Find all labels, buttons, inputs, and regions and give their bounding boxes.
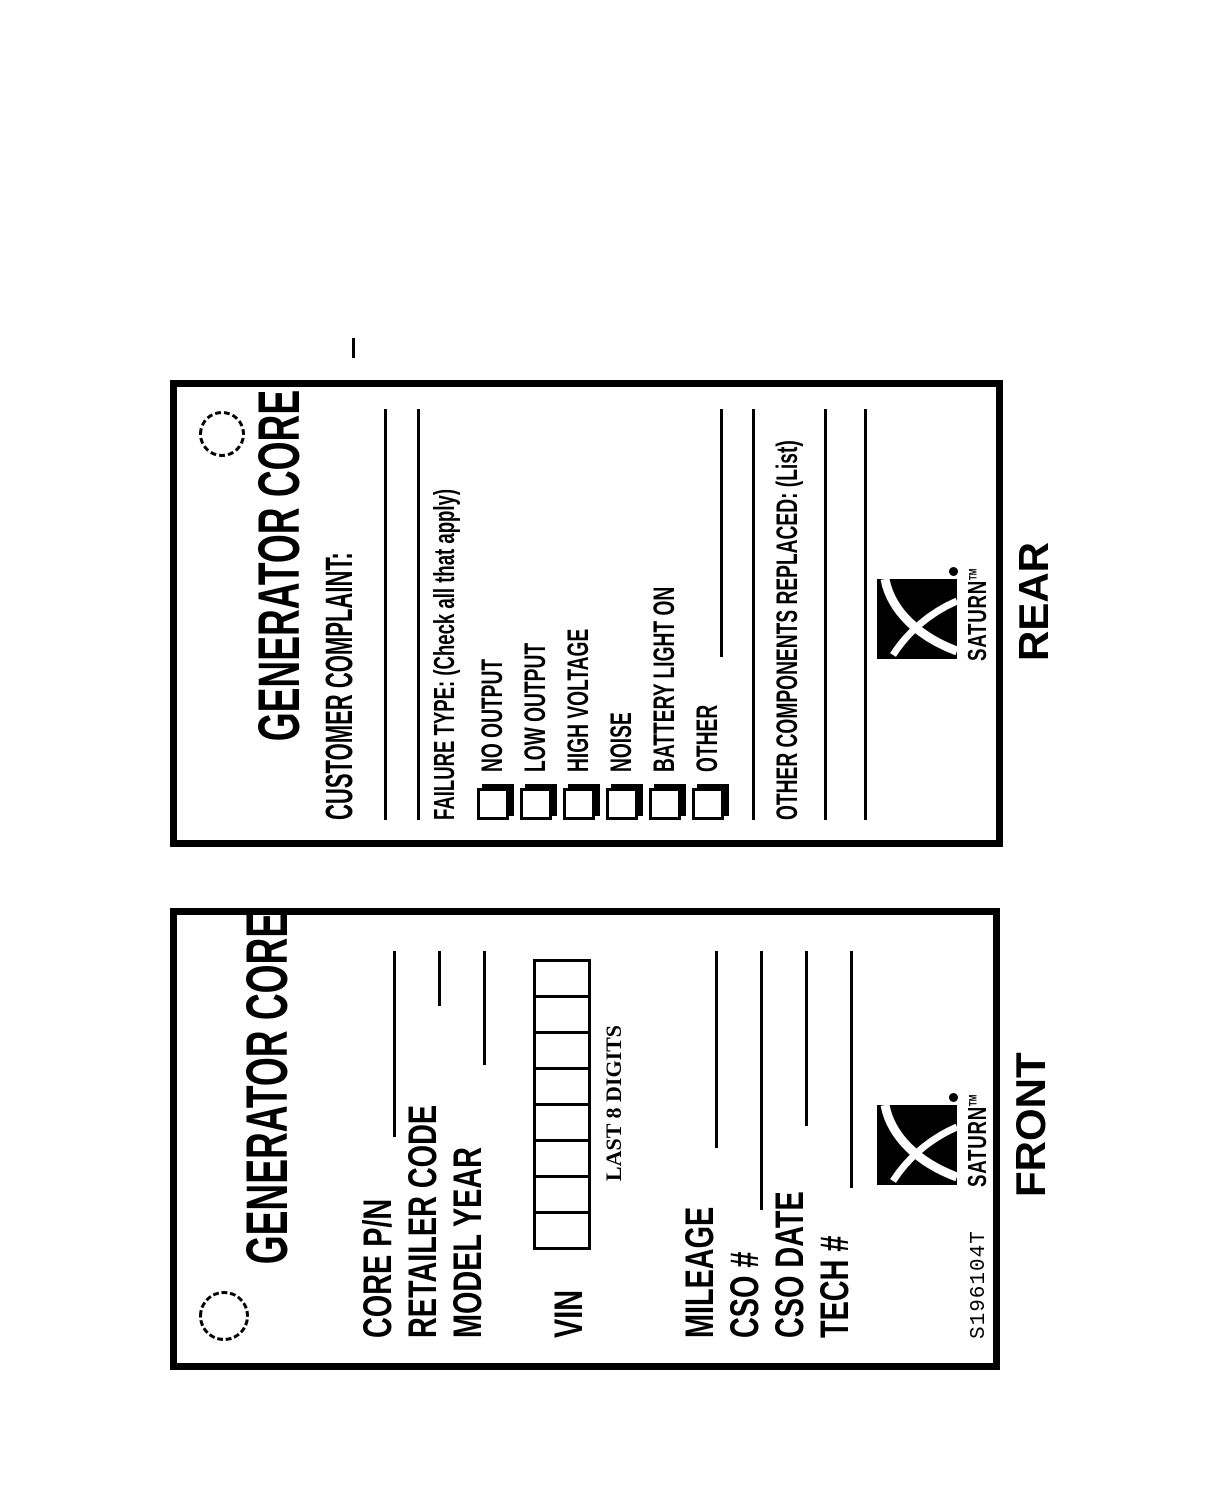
- failure-type-heading: FAILURE TYPE: (Check all that apply): [429, 488, 461, 820]
- field-label: CORE P/N: [356, 1198, 400, 1338]
- field-label: MODEL YEAR: [446, 1147, 490, 1338]
- vin-label: VIN: [547, 1289, 591, 1338]
- vin-box: [536, 1067, 588, 1103]
- vin-box: [536, 1175, 588, 1211]
- form-part-number: S196104T: [968, 1230, 991, 1339]
- field-row: [353, 951, 398, 1338]
- failure-option-row: [514, 409, 557, 820]
- vin-box: [536, 1103, 588, 1139]
- components-write-line: [824, 409, 827, 820]
- vin-box: [536, 1211, 588, 1247]
- other-write-line: [720, 409, 723, 657]
- rear-side-label: REAR: [1010, 541, 1057, 661]
- field-write-line: [805, 951, 808, 1126]
- vin-caption: LAST 8 DIGITS: [601, 1024, 626, 1182]
- customer-complaint-row: [319, 409, 359, 820]
- saturn-wordmark: SATURN™: [962, 569, 992, 662]
- failure-option-label: HIGH VOLTAGE: [561, 628, 595, 772]
- field-row: [675, 951, 720, 1338]
- checkbox: [477, 788, 509, 820]
- saturn-logo-block: [877, 566, 990, 662]
- front-side-label: FRONT: [1007, 1052, 1054, 1197]
- page-title: [235, 912, 300, 1363]
- failure-option-label: NOISE: [604, 712, 638, 772]
- rear-tag: [170, 380, 1003, 847]
- failure-type-checklist: [471, 409, 729, 820]
- field-write-line: [715, 951, 718, 1148]
- field-write-line: [438, 951, 441, 1006]
- trademark-symbol: TM: [967, 1094, 980, 1107]
- customer-complaint-label: CUSTOMER COMPLAINT:: [319, 552, 361, 820]
- vin-box: [536, 995, 588, 1031]
- components-write-line: [752, 409, 755, 820]
- saturn-logo-icon: [877, 580, 957, 660]
- complaint-write-line: [384, 409, 387, 820]
- complaint-write-line: [417, 409, 420, 820]
- field-write-line: [483, 951, 486, 1065]
- logo-dot: [949, 568, 958, 577]
- failure-option-row: [643, 409, 686, 820]
- field-row: [720, 951, 765, 1338]
- trademark-symbol: TM: [967, 569, 980, 581]
- field-label: RETAILER CODE: [401, 1104, 445, 1338]
- failure-option-row: [471, 409, 514, 820]
- field-write-line: [850, 951, 853, 1188]
- failure-option-row-other: [686, 409, 729, 820]
- field-label: CSO DATE: [768, 1191, 812, 1338]
- front-id-fields: [353, 951, 488, 1338]
- vin-row: [533, 959, 591, 1338]
- vin-box: [536, 962, 588, 995]
- failure-option-label: OTHER: [690, 704, 724, 772]
- vin-box: [536, 1139, 588, 1175]
- front-tag: [170, 908, 1000, 1370]
- front-service-fields: [675, 951, 855, 1338]
- other-components-heading: OTHER COMPONENTS REPLACED: (List): [771, 440, 804, 820]
- field-row: [443, 951, 488, 1338]
- punch-hole-circle: [199, 411, 245, 457]
- field-label: TECH #: [813, 1235, 857, 1338]
- failure-option-label: BATTERY LIGHT ON: [647, 586, 681, 772]
- checkbox: [606, 788, 638, 820]
- field-write-line: [393, 951, 396, 1137]
- field-row: [398, 951, 443, 1338]
- front-title-text: GENERATOR CORE: [235, 912, 300, 1265]
- failure-option-label: LOW OUTPUT: [518, 642, 552, 772]
- components-write-line: [864, 409, 867, 820]
- failure-option-row: [557, 409, 600, 820]
- page-title: [247, 387, 312, 840]
- vin-box: [536, 1031, 588, 1067]
- logo-dot: [949, 1093, 958, 1102]
- checkbox: [520, 788, 552, 820]
- field-label: CSO #: [723, 1251, 767, 1338]
- field-row: [810, 951, 855, 1338]
- saturn-logo-block: [877, 1091, 990, 1187]
- failure-option-row: [600, 409, 643, 820]
- front-tag-card: [170, 908, 1000, 1370]
- rear-tag-card: [170, 380, 1003, 847]
- saturn-logo-icon: [877, 1105, 957, 1185]
- checkbox: [649, 788, 681, 820]
- saturn-wordmark: SATURN™: [962, 1094, 992, 1187]
- customer-complaint-write-line: [352, 338, 355, 358]
- field-label: MILEAGE: [678, 1206, 722, 1338]
- rear-title-text: GENERATOR CORE: [247, 389, 312, 742]
- field-write-line: [760, 951, 763, 1210]
- vin-digit-boxes: [533, 959, 591, 1250]
- checkbox: [563, 788, 595, 820]
- failure-option-label: NO OUTPUT: [475, 658, 509, 772]
- checkbox: [692, 788, 724, 820]
- field-row: [765, 951, 810, 1338]
